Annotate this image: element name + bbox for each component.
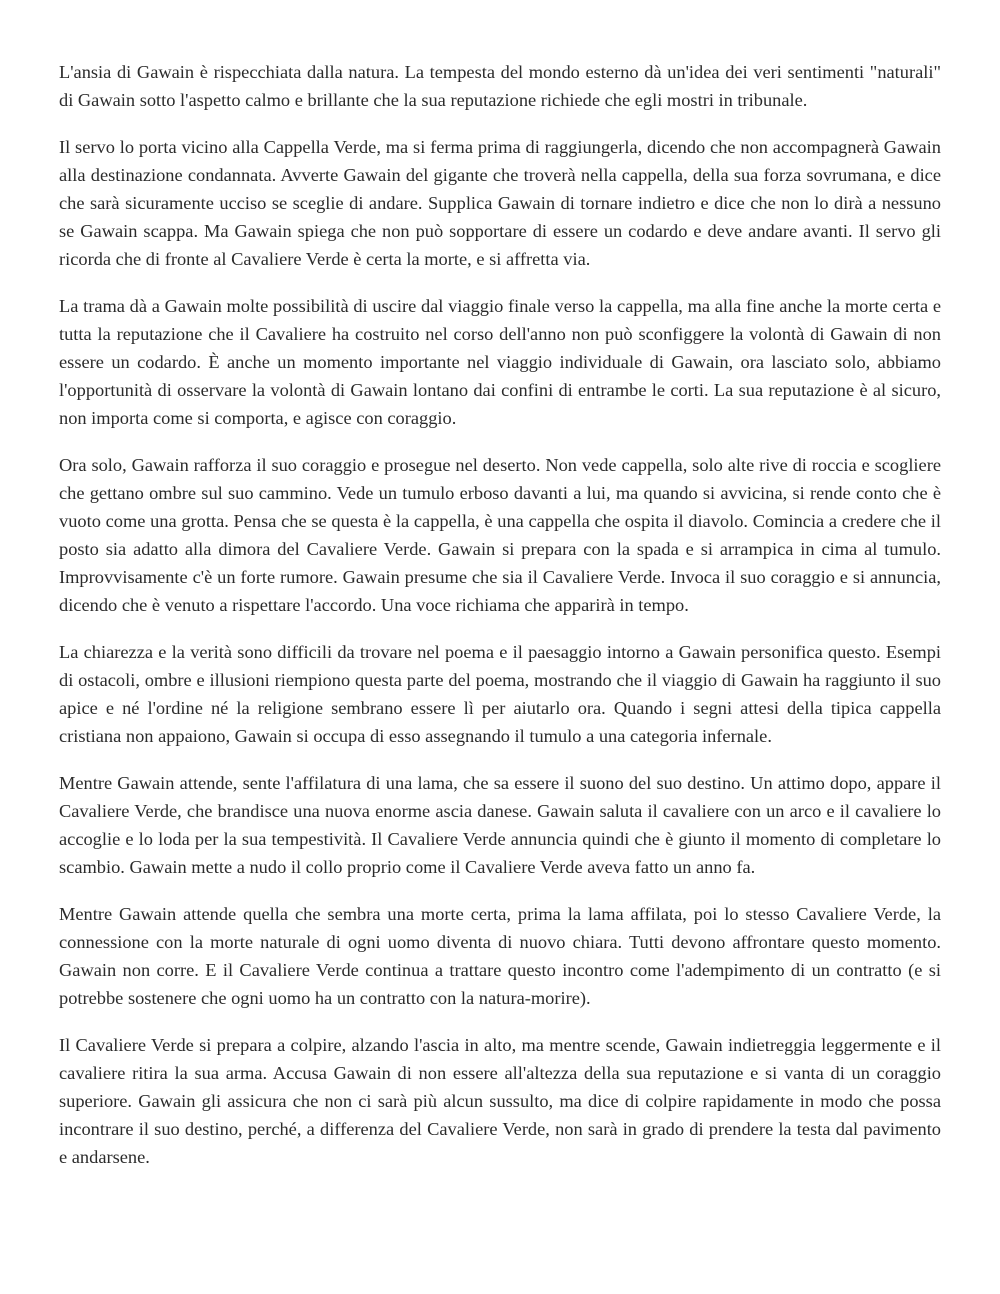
paragraph-1: L'ansia di Gawain è rispecchiata dalla natura. La tempesta del mondo esterno dà un'idea dei veri sentimenti "naturali" di Gawain sotto l'aspetto calmo e brillante che la sua reputazione richiede che egli mostri in tribunale. (59, 62, 941, 110)
paragraph-6: Mentre Gawain attende, sente l'affilatura di una lama, che sa essere il suono del suo destino. Un attimo dopo, appare il Cavaliere Verde, che brandisce una nuova enorme ascia danese. Gawain saluta il cavaliere con un arco e il cavaliere lo accoglie e lo loda per la sua tempestività. Il Cavaliere Verde annuncia quindi che è giunto il momento di completare lo scambio. Gawain mette a nudo il collo proprio come il Cavaliere Verde aveva fatto un anno fa. (59, 773, 941, 877)
paragraph-2: Il servo lo porta vicino alla Cappella Verde, ma si ferma prima di raggiungerla, dicendo che non accompagnerà Gawain alla destinazione condannata. Avverte Gawain del gigante che troverà nella cappella, della sua forza sovrumana, e dice che sarà sicuramente ucciso se sceglie di andare. Supplica Gawain di tornare indietro e dice che non lo dirà a nessuno se Gawain scappa. Ma Gawain spiega che non può sopportare di essere un codardo e deve andare avanti. Il servo gli ricorda che di fronte al Cavaliere Verde è certa la morte, e si affretta via. (59, 137, 941, 269)
paragraph-8: Il Cavaliere Verde si prepara a colpire, alzando l'ascia in alto, ma mentre scende, Gawain indietreggia leggermente e il cavaliere ritira la sua arma. Accusa Gawain di non essere all'altezza della sua reputazione e si vanta di un coraggio superiore. Gawain gli assicura che non ci sarà più alcun sussulto, ma dice di colpire rapidamente in modo che possa incontrare il suo destino, perché, a differenza del Cavaliere Verde, non sarà in grado di prendere la testa dal pavimento e andarsene. (59, 1035, 941, 1167)
paragraph-4: Ora solo, Gawain rafforza il suo coraggio e prosegue nel deserto. Non vede cappella, solo alte rive di roccia e scogliere che gettano ombre sul suo cammino. Vede un tumulo erboso davanti a lui, ma quando si avvicina, si rende conto che è vuoto come una grotta. Pensa che se questa è la cappella, è una cappella che ospita il diavolo. Comincia a credere che il posto sia adatto alla dimora del Cavaliere Verde. Gawain si prepara con la spada e si arrampica in cima al tumulo. Improvvisamente c'è un forte rumore. Gawain presume che sia il Cavaliere Verde. Invoca il suo coraggio e si annuncia, dicendo che è venuto a rispettare l'accordo. Una voce richiama che apparirà in tempo. (59, 455, 941, 615)
document-page (59, 58, 941, 1190)
paragraph-3: La trama dà a Gawain molte possibilità di uscire dal viaggio finale verso la cappella, ma alla fine anche la morte certa e tutta la reputazione che il Cavaliere ha costruito nel corso dell'anno non può sconfiggere la volontà di Gawain di non essere un codardo. È anche un momento importante nel viaggio individuale di Gawain, ora lasciato solo, abbiamo l'opportunità di osservare la volontà di Gawain lontano dai confini di entrambe le corti. La sua reputazione è al sicuro, non importa come si comporta, e agisce con coraggio. (59, 296, 941, 428)
paragraph-5: La chiarezza e la verità sono difficili da trovare nel poema e il paesaggio intorno a Gawain personifica questo. Esempi di ostacoli, ombre e illusioni riempiono questa parte del poema, mostrando che il viaggio di Gawain ha raggiunto il suo apice e né l'ordine né la religione sembrano essere lì per aiutarlo ora. Quando i segni attesi della tipica cappella cristiana non appaiono, Gawain si occupa di esso assegnando il tumulo a una categoria infernale. (59, 642, 941, 746)
paragraph-7: Mentre Gawain attende quella che sembra una morte certa, prima la lama affilata, poi lo stesso Cavaliere Verde, la connessione con la morte naturale di ogni uomo diventa di nuovo chiara. Tutti devono affrontare questo momento. Gawain non corre. E il Cavaliere Verde continua a trattare questo incontro come l'adempimento di un contratto (e si potrebbe sostenere che ogni uomo ha un contratto con la natura-morire). (59, 904, 941, 1008)
